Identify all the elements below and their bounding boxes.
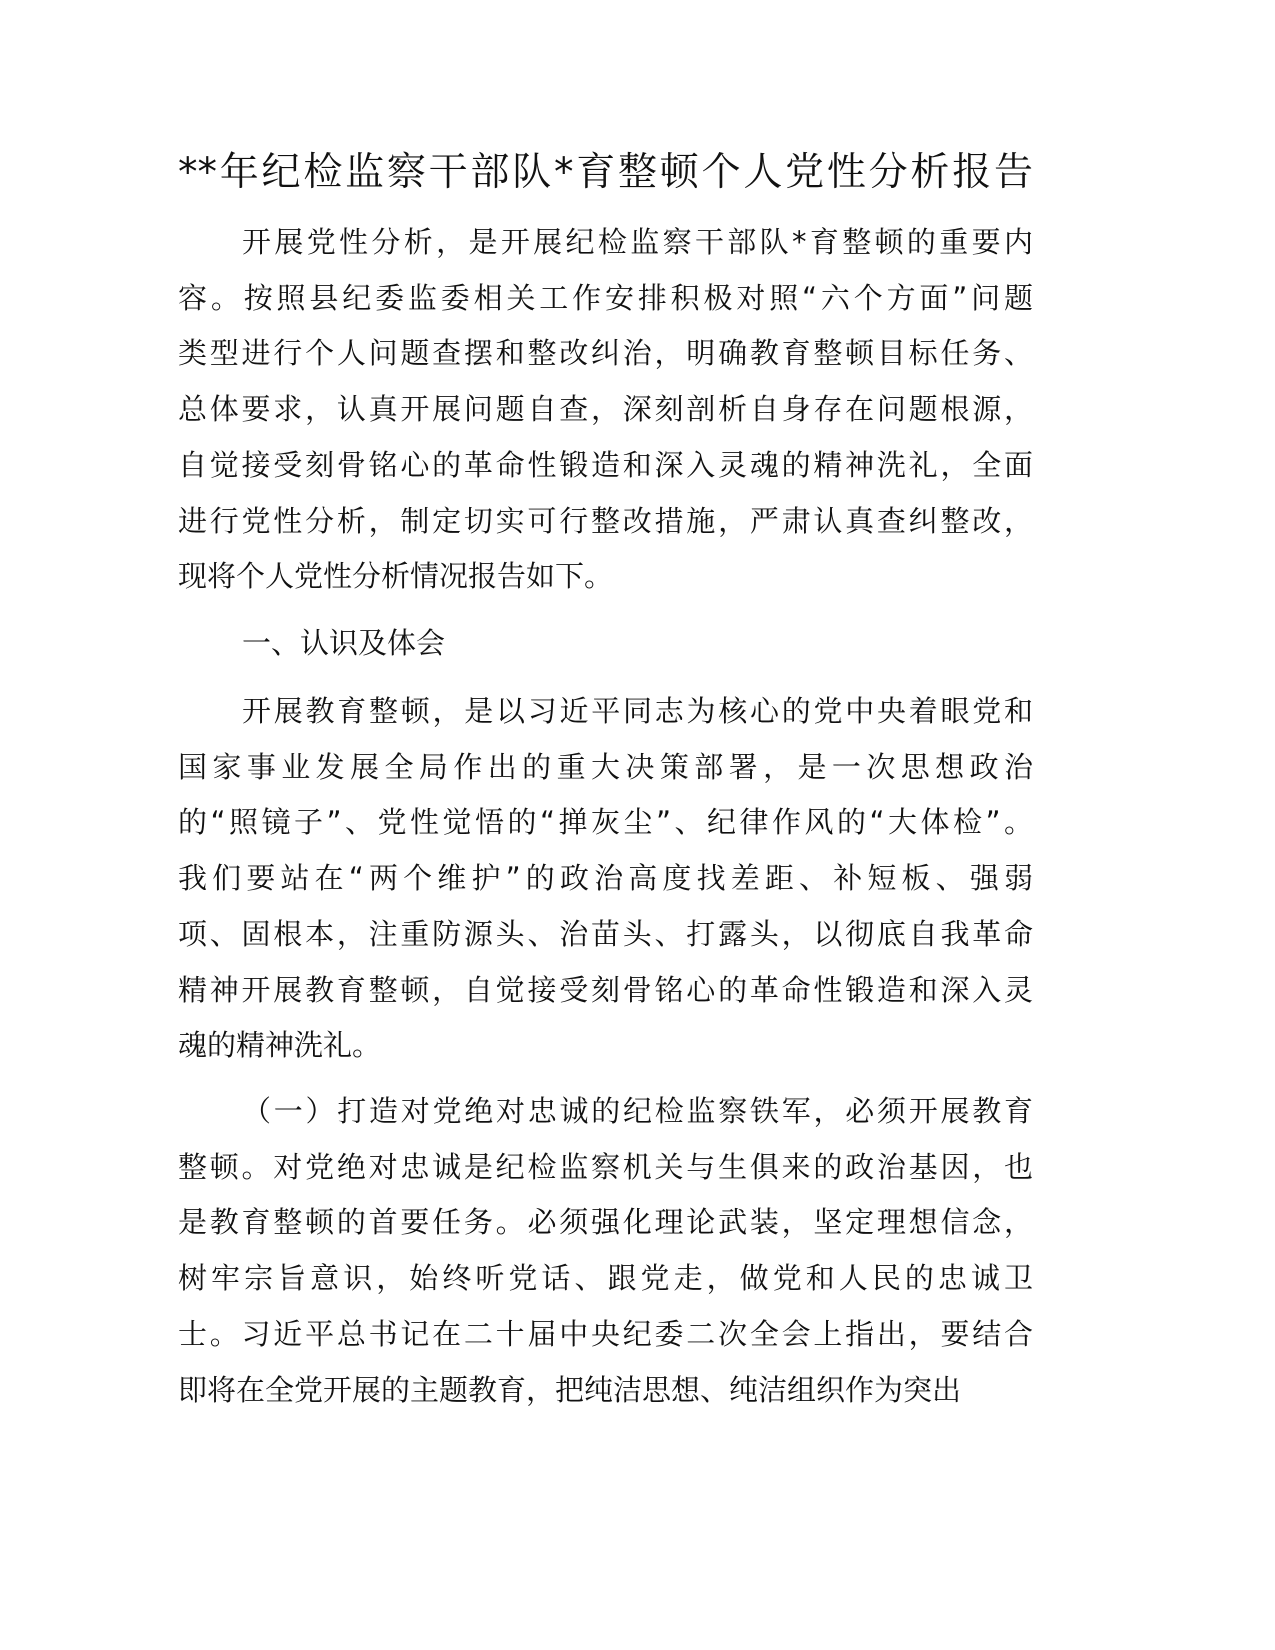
paragraph-line: 总体要求，认真开展问题自查，深刻剖析自身存在问题根源， <box>178 392 1033 427</box>
paragraph-line: 精神开展教育整顿，自觉接受刻骨铭心的革命性锻造和深入灵 <box>178 972 1033 1007</box>
paragraph-line: 进行党性分析，制定切实可行整改措施，严肃认真查纠整改， <box>178 503 1033 538</box>
paragraph-line: （一）打造对党绝对忠诚的纪检监察铁军，必须开展教育 <box>242 1094 1033 1128</box>
paragraph-line: 容。按照县纪委监委相关工作安排积极对照“六个方面”问题 <box>178 280 1033 315</box>
section-heading: 一、认识及体会 <box>242 626 446 660</box>
paragraph-line: 开展教育整顿，是以习近平同志为核心的党中央着眼党和 <box>242 694 1033 728</box>
paragraph-line: 魂的精神洗礼。 <box>178 1028 382 1063</box>
paragraph-line: 的“照镜子”、党性觉悟的“掸灰尘”、纪律作风的“大体检”。 <box>178 805 1033 840</box>
paragraph-line: 类型进行个人问题查摆和整改纠治，明确教育整顿目标任务、 <box>178 336 1033 371</box>
paragraph-line: 开展党性分析，是开展纪检监察干部队*育整顿的重要内 <box>242 225 1033 259</box>
document-title: **年纪检监察干部队*育整顿个人党性分析报告 <box>178 150 1033 195</box>
paragraph-line: 自觉接受刻骨铭心的革命性锻造和深入灵魂的精神洗礼，全面 <box>178 447 1033 482</box>
paragraph-line: 国家事业发展全局作出的重大决策部署，是一次思想政治 <box>178 749 1033 784</box>
paragraph-line: 士。习近平总书记在二十届中央纪委二次全会上指出，要结合 <box>178 1316 1033 1351</box>
paragraph-line: 是教育整顿的首要任务。必须强化理论武装，坚定理想信念， <box>178 1205 1033 1240</box>
paragraph-line: 整顿。对党绝对忠诚是纪检监察机关与生俱来的政治基因，也 <box>178 1149 1033 1184</box>
paragraph-line: 树牢宗旨意识，始终听党话、跟党走，做党和人民的忠诚卫 <box>178 1261 1033 1296</box>
paragraph-line: 现将个人党性分析情况报告如下。 <box>178 559 614 594</box>
paragraph-line: 我们要站在“两个维护”的政治高度找差距、补短板、强弱 <box>178 861 1033 896</box>
paragraph-line: 项、固根本，注重防源头、治苗头、打露头，以彻底自我革命 <box>178 916 1033 951</box>
paragraph-line: 即将在全党开展的主题教育，把纯洁思想、纯洁组织作为突出 <box>178 1372 962 1407</box>
